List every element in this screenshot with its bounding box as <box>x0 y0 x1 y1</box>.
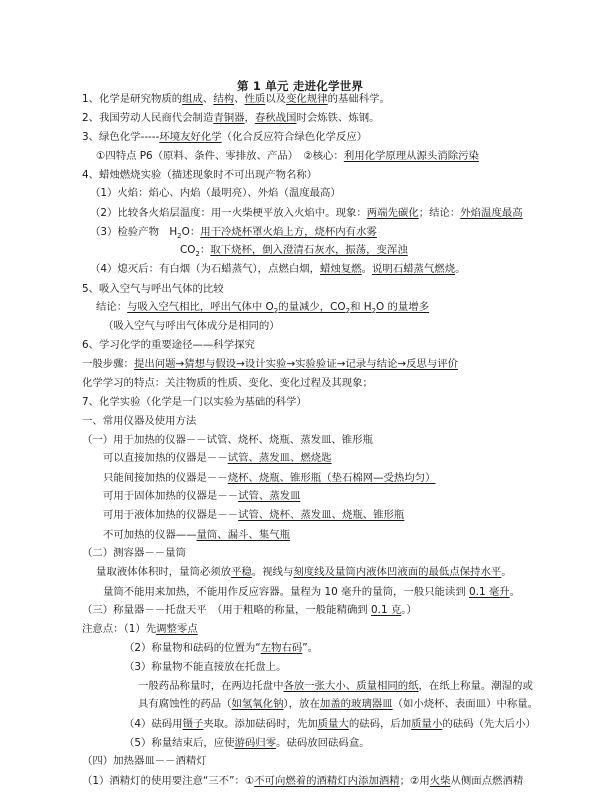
text-run: （化合反应符合绿色化学反应） <box>221 131 368 143</box>
underlined-text: 各放一张大小、质量相同的纸 <box>283 680 419 692</box>
underlined-text: 春秋战国 <box>254 112 297 124</box>
text-run: ①四特点 P6（原料、条件、零排放、产品） ②核心： <box>96 150 344 162</box>
underlined-text: 与吸入空气相比，呼出气体中 O <box>127 301 274 313</box>
text-line <box>124 660 286 674</box>
text-line <box>82 433 373 447</box>
underlined-text: 变化规律 <box>286 93 328 105</box>
underlined-text: 环境友好化学 <box>159 131 222 143</box>
text-run: （1）火焰：焰心、内焰（最明亮）、外焰（温度最高） <box>90 187 341 199</box>
text-line <box>138 697 538 711</box>
text-line <box>124 736 370 750</box>
text-run: （3）检验产物 H <box>90 226 178 238</box>
text-line <box>82 603 417 617</box>
text-line <box>82 622 198 636</box>
text-line <box>103 585 520 599</box>
text-run: 量筒不能用来加热，不能用作反应容器。量程为 10 毫升的量筒，一般只能读到 <box>103 586 470 598</box>
underlined-text: 质量小 <box>411 718 443 730</box>
underlined-text: 量筒、漏斗、集气瓶 <box>196 529 291 541</box>
underlined-text: 如氢氧化钠 <box>231 698 284 710</box>
text-run: 2、我国劳动人民商代会制造 <box>82 112 214 124</box>
text-run: 一般步骤： <box>82 358 134 370</box>
underlined-text: 加盖的玻璃器皿 <box>319 698 393 710</box>
text-run: 从侧面点燃酒精 <box>450 775 524 787</box>
underlined-text: 结构 <box>213 93 235 105</box>
underlined-text: 用干冷烧杯罩火焰上方，烧杯内有水雾 <box>200 226 377 238</box>
underlined-text: 和 H <box>350 301 372 313</box>
text-run: 3、绿色化学----- <box>82 131 160 143</box>
text-run: （4）熄灭后：有白烟（为石蜡蒸气），点燃白烟， <box>90 263 321 275</box>
text-run: （5）称量结束后，应使 <box>124 737 235 749</box>
text-run: 。 <box>501 566 512 578</box>
text-line <box>103 471 436 485</box>
subscript: 2 <box>177 232 182 241</box>
text-line <box>90 206 523 220</box>
text-run: 不可加热的仪器—— <box>103 529 197 541</box>
text-line <box>90 186 341 200</box>
subscript: 2 <box>371 307 377 316</box>
text-line <box>96 300 429 314</box>
text-line <box>103 489 300 503</box>
text-line <box>82 111 380 125</box>
text-run: （吸入空气与呼出气体成分是相同的） <box>103 320 280 332</box>
text-line <box>103 508 404 522</box>
text-run: （4）砝码用 <box>124 718 183 730</box>
text-line <box>82 92 390 106</box>
text-run: 结论： <box>96 301 128 313</box>
text-run: 4、蜡烛燃烧实验（描述现象时不可出现产物名称） <box>82 169 318 181</box>
text-run: 量取液体体积时，量筒必须放 <box>96 566 232 578</box>
text-line <box>96 565 512 579</box>
text-run: ；②用 <box>399 775 430 787</box>
underlined-text: 0.1 克 <box>371 604 402 616</box>
text-line <box>103 319 280 333</box>
text-run: ，在纸上称量。潮湿的或 <box>418 680 533 692</box>
underlined-text: 两端先碳化 <box>366 207 419 219</box>
underlined-text: 性质 <box>244 93 266 105</box>
text-run: （二）测容器－－量筒 <box>82 547 186 559</box>
text-run: 的基础科学。 <box>327 93 390 105</box>
text-run: 5、吸入空气与呼出气体的比较 <box>82 283 224 295</box>
text-run: 、 <box>202 93 214 105</box>
text-run: 可用于液体加热的仪器是－－ <box>103 509 239 521</box>
text-run: 只能间接加热的仪器是－－ <box>103 472 228 484</box>
text-run: 1、化学是研究物质的 <box>82 93 183 105</box>
underlined-text: 试管、蒸发皿、燃烧匙 <box>227 452 332 464</box>
underlined-text: 质量大 <box>317 718 349 730</box>
underlined-text: 不可向燃着的酒精灯内添加酒精 <box>254 775 400 787</box>
text-run: （三）称量器－－托盘天平 （用于粗略的称量，一般能精确到 <box>82 604 372 616</box>
text-run: 注意点：（1）先 <box>82 623 157 635</box>
underlined-text: 蜡烛复燃 <box>320 263 362 275</box>
text-run: ， <box>244 112 255 124</box>
text-run: （2）比较各火焰层温度：用一火柴梗平放入火焰中。现象： <box>90 207 367 219</box>
text-run: 。 <box>455 263 466 275</box>
underlined-text: 火柴 <box>429 775 451 787</box>
subscript: 2 <box>195 250 200 259</box>
subscript: 2 <box>273 307 279 316</box>
text-line <box>103 528 290 542</box>
underlined-text: 0.1 毫升 <box>469 586 510 598</box>
text-run: （四）加热器皿－－酒精灯 <box>82 755 207 767</box>
underlined-text: 烧杯、烧瓶、锥形瓶（垫石棉网—受热均匀） <box>227 472 436 484</box>
text-line <box>124 717 536 731</box>
text-line <box>82 282 224 296</box>
text-run: 的砝码（先大后小） <box>442 718 536 730</box>
text-run: 时会炼铁、炼钢。 <box>296 112 380 124</box>
underlined-text: 镊子 <box>182 718 204 730</box>
text-run: 6、学习化学的重要途径——科学探究 <box>82 339 255 351</box>
text-run: 可用于固体加热的仪器是－－ <box>103 490 239 502</box>
text-run: 。 <box>361 263 372 275</box>
text-run: （一）用于加热的仪器－－试管、烧杯、烧瓶、蒸发皿、锥形瓶 <box>82 434 373 446</box>
text-run: 一、常用仪器及使用方法 <box>82 415 197 427</box>
text-line <box>82 168 317 182</box>
underlined-text: 说明石蜡蒸气燃烧 <box>371 263 456 275</box>
text-run: 、 <box>234 93 245 105</box>
text-line <box>82 338 255 352</box>
text-run: O： <box>181 226 201 238</box>
underlined-text: 左物右码 <box>260 642 303 654</box>
text-line <box>82 376 373 390</box>
text-run: ），放在 <box>283 698 320 710</box>
underlined-text: 试管、蒸发皿 <box>238 490 301 502</box>
page-title: 第 1 单元 走进化学世界 <box>236 79 364 93</box>
underlined-text: 游码归零 <box>234 737 277 749</box>
text-run: （3）称量物不能直接放在托盘上。 <box>124 661 287 673</box>
text-line <box>82 414 196 428</box>
text-run: 7、化学实验（化学是一门以实验为基础的科学） <box>82 396 307 408</box>
underlined-text: O 的量增多 <box>376 301 430 313</box>
text-line <box>82 754 207 768</box>
text-run: 夹取。添加砝码时，先加 <box>203 718 318 730</box>
text-run: 一般药品称量时，在两边托盘中 <box>138 680 284 692</box>
text-line <box>82 130 367 144</box>
subscript: 2 <box>345 307 351 316</box>
underlined-text: 平稳 <box>231 566 252 578</box>
text-line <box>82 395 307 409</box>
underlined-text: 外焰温度最高 <box>460 207 523 219</box>
text-run: ；结论： <box>418 207 461 219</box>
underlined-text: 利用化学原理从源头消除污染 <box>343 150 479 162</box>
underlined-text: 调整零点 <box>156 623 198 635</box>
text-run: 具有腐蚀性的药品（ <box>138 698 232 710</box>
text-run: 。砝码放回砝码盒。 <box>276 737 370 749</box>
text-line <box>124 641 318 655</box>
text-run: 。 <box>509 586 521 598</box>
text-run: CO <box>180 244 196 256</box>
text-line <box>180 243 408 257</box>
text-run: 化学学习的特点：关注物质的性质、变化、变化过程及其现象； <box>82 377 373 389</box>
text-line <box>82 774 523 788</box>
text-line <box>90 262 465 276</box>
underlined-text: 的量减少，CO <box>278 301 346 313</box>
text-line <box>82 357 458 371</box>
text-line <box>138 679 533 693</box>
text-line <box>103 451 332 465</box>
text-run: 。视线与 <box>251 566 294 578</box>
underlined-text: 试管、烧杯、蒸发皿、烧瓶、锥形瓶 <box>238 509 405 521</box>
text-run: （2）称量物和砝码的位置为“ <box>124 642 261 654</box>
text-run: （1）酒精灯的使用要注意“三不”：① <box>82 775 255 787</box>
text-run: ”。 <box>302 642 319 654</box>
text-line <box>90 225 377 239</box>
underlined-text: 组成 <box>182 93 203 105</box>
text-run: 以及 <box>265 93 287 105</box>
text-run: 的砝码，后加 <box>348 718 412 730</box>
text-run: 。） <box>401 604 417 616</box>
underlined-text: 青铜器 <box>213 112 245 124</box>
text-line <box>96 149 479 163</box>
underlined-text: 取下烧杯，倒入澄清石灰水，振荡，变浑浊 <box>210 244 408 256</box>
text-line <box>82 546 186 560</box>
text-run: 可以直接加热的仪器是－－ <box>103 452 228 464</box>
underlined-text: 刻度线及量筒内液体凹液面的最低点保持水平 <box>293 566 502 578</box>
text-run: （如小烧杯、表面皿）中称量。 <box>392 698 539 710</box>
text-run: ： <box>199 244 211 256</box>
underlined-text: 提出问题→猜想与假设→设计实验→实验验证→记录与结论→反思与评价 <box>133 358 459 370</box>
